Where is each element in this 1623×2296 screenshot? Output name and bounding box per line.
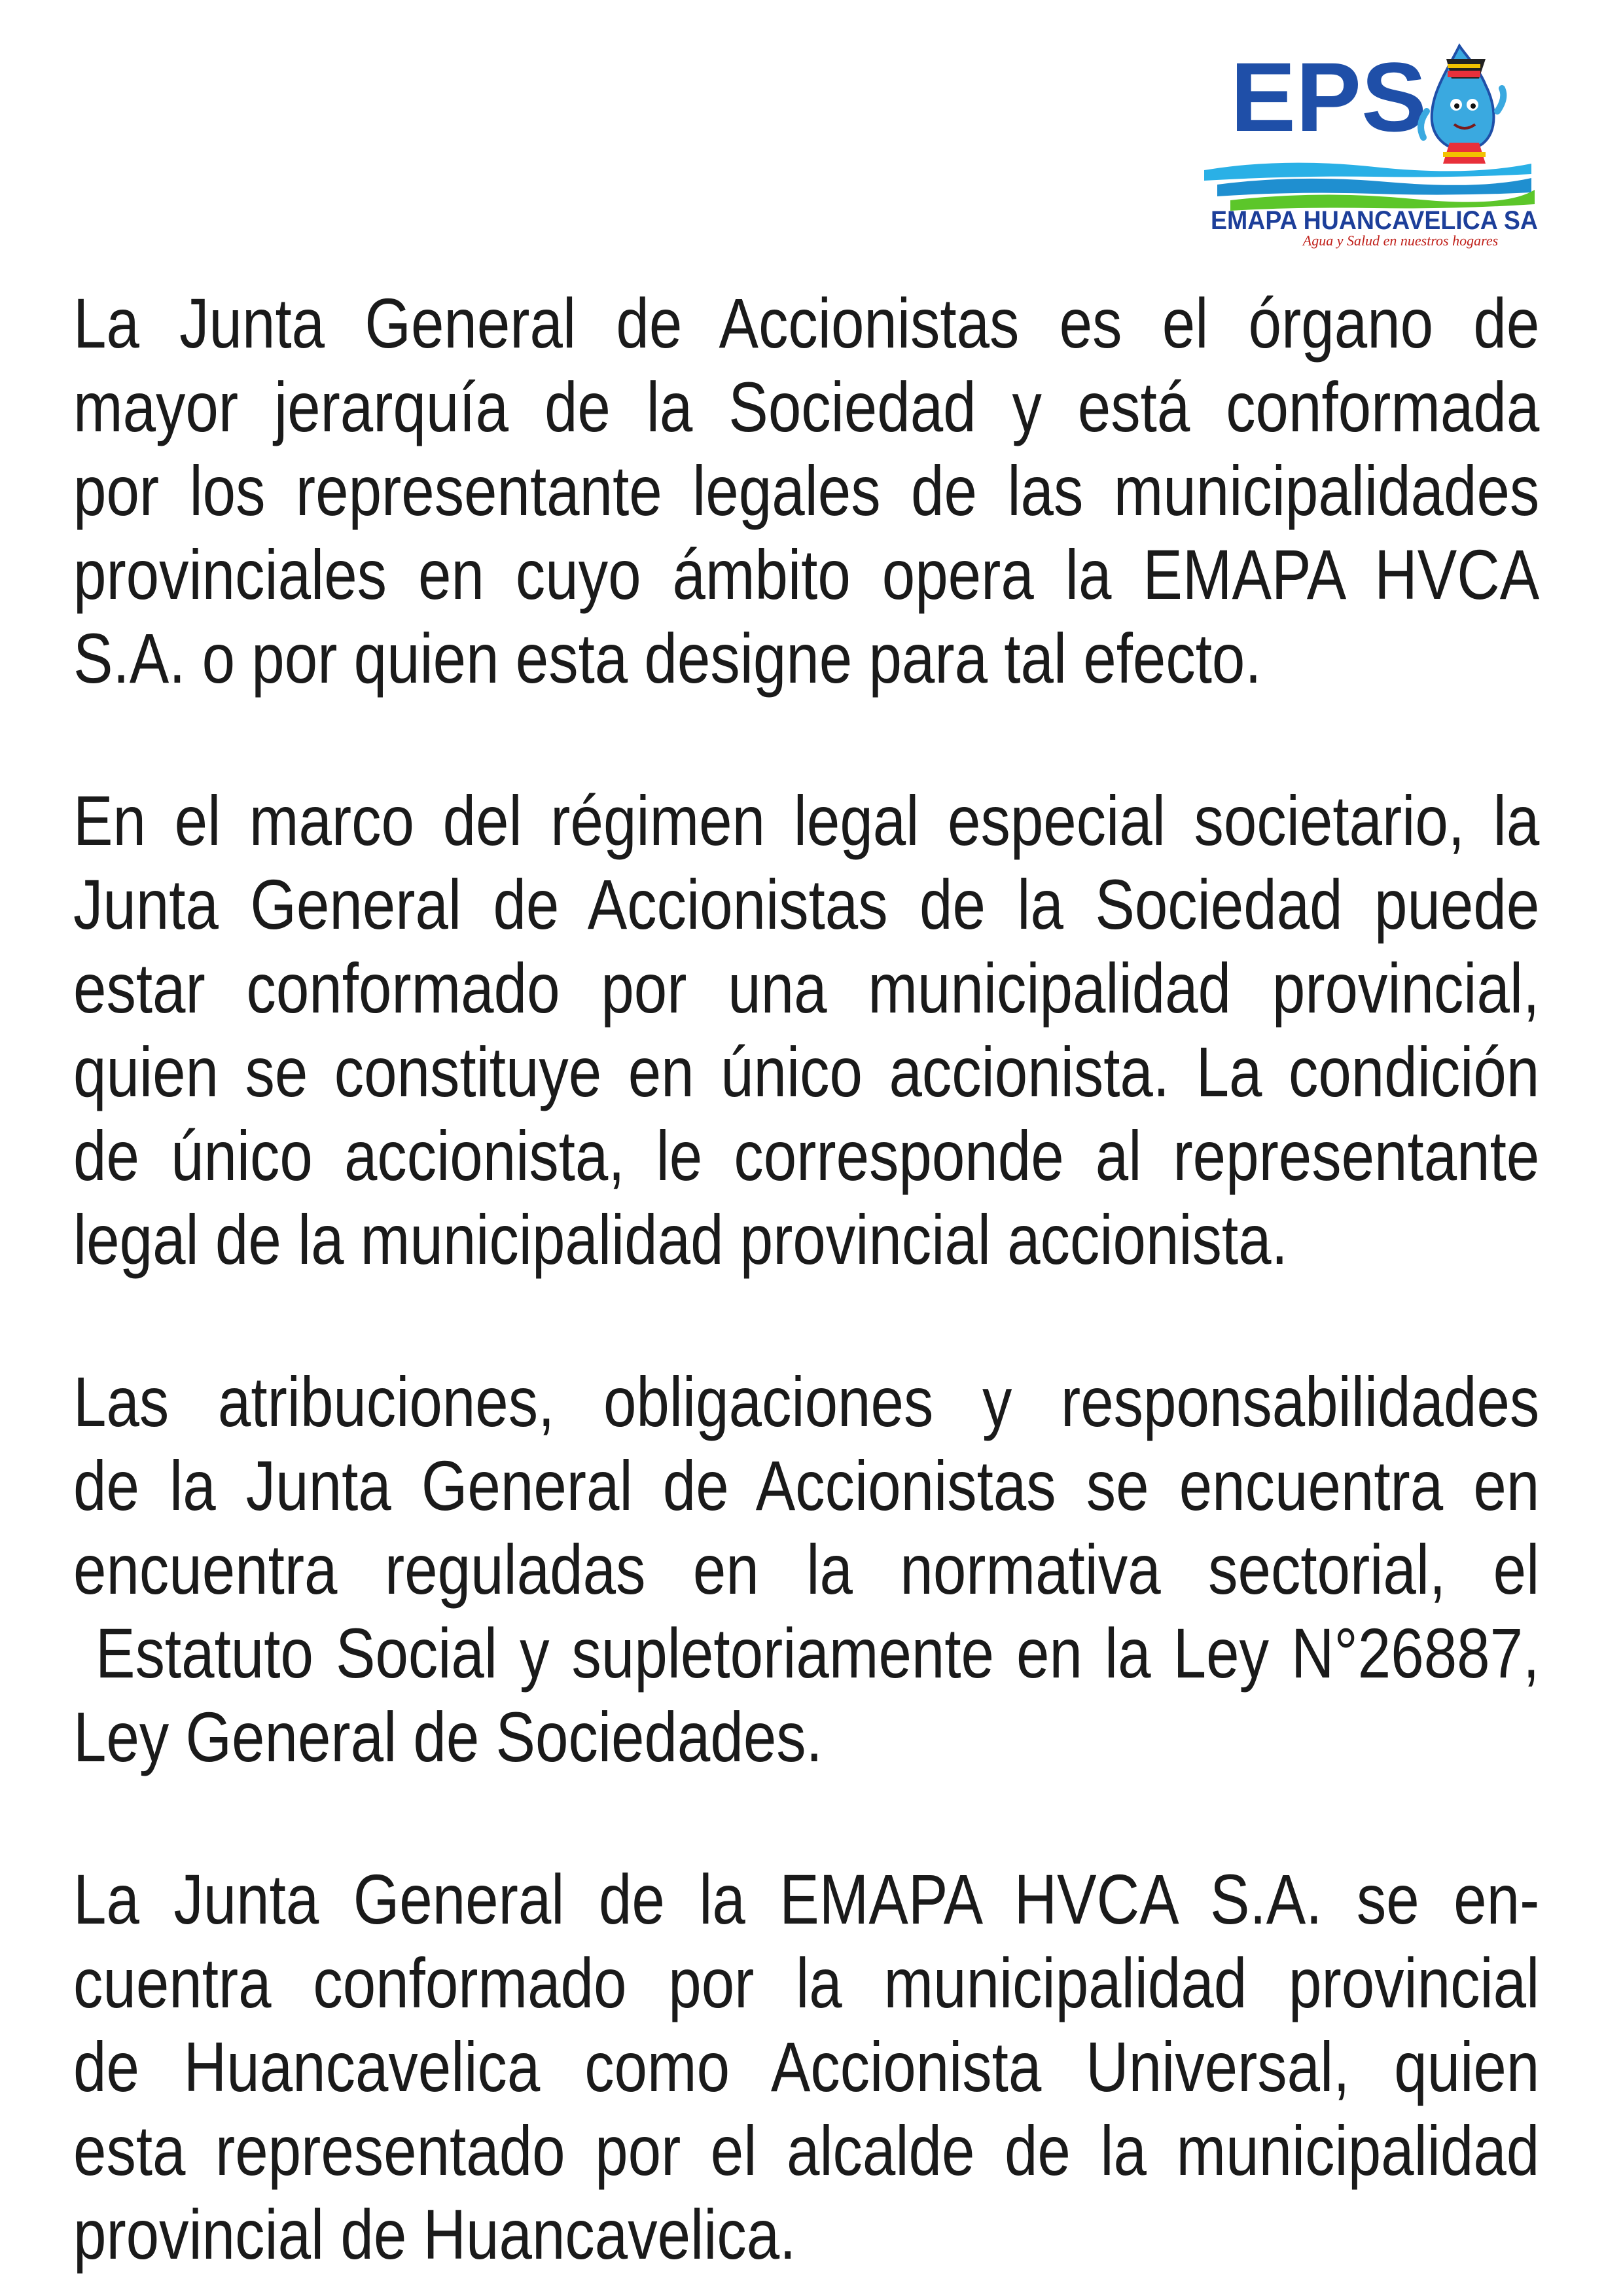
emapa-logo-graphic bbox=[1204, 33, 1544, 249]
text-line: por los representante legales de las municipalidades bbox=[73, 451, 1540, 530]
text-line: S.A. o por quien esta designe para tal efecto. bbox=[73, 619, 1262, 698]
document-body bbox=[73, 281, 1539, 2276]
text-line: de único accionista, le corresponde al representante bbox=[73, 1116, 1540, 1195]
logo-slogan: Agua y Salud en nuestros hogares bbox=[1302, 232, 1499, 249]
text-line: Las atribuciones, obligaciones y responsabilidades bbox=[73, 1362, 1540, 1441]
text-line: de Huancavelica como Accionista Universal, quien bbox=[73, 2027, 1540, 2106]
paragraph-atribuciones bbox=[73, 1360, 1539, 1779]
text-line: Ley General de Sociedades. bbox=[73, 1697, 823, 1776]
text-line: En el marco del régimen legal especial societario, la bbox=[73, 781, 1540, 860]
text-line: provincial de Huancavelica. bbox=[73, 2195, 796, 2274]
paragraph-regimen-legal bbox=[73, 779, 1539, 1282]
text-line: provinciales en cuyo ámbito opera la EMAPA HVCA bbox=[73, 535, 1540, 614]
logo-company-name: EMAPA HUANCAVELICA SA bbox=[1211, 206, 1538, 235]
logo-acronym: EPS bbox=[1230, 42, 1427, 152]
text-line: estar conformado por una municipalidad provincial, bbox=[73, 948, 1540, 1028]
text-line: cuentra conformado por la municipalidad provincial bbox=[73, 1943, 1540, 2022]
text-line: encuentra reguladas en la normativa sectorial, el bbox=[73, 1530, 1540, 1609]
waves-icon bbox=[1204, 163, 1535, 211]
text-line: La Junta General de la EMAPA HVCA S.A. se en- bbox=[73, 1859, 1540, 1939]
text-line: mayor jerarquía de la Sociedad y está conformada bbox=[73, 367, 1540, 446]
text-line: legal de la municipalidad provincial accionista. bbox=[73, 1200, 1288, 1279]
text-line: Estatuto Social y supletoriamente en la Ley N°26887, bbox=[73, 1613, 1540, 1693]
text-line: esta representado por el alcalde de la municipalidad bbox=[73, 2111, 1540, 2190]
text-line: Junta General de Accionistas de la Sociedad puede bbox=[73, 865, 1540, 944]
text-line: La Junta General de Accionistas es el órgano de bbox=[73, 283, 1540, 363]
company-logo bbox=[1204, 33, 1544, 249]
text-line: quien se constituye en único accionista. La condición bbox=[73, 1032, 1540, 1111]
paragraph-conformacion bbox=[73, 1857, 1539, 2276]
mascot-icon bbox=[1421, 46, 1503, 164]
text-line: de la Junta General de Accionistas se encuentra en bbox=[73, 1446, 1540, 1525]
paragraph-junta-general bbox=[73, 281, 1539, 700]
